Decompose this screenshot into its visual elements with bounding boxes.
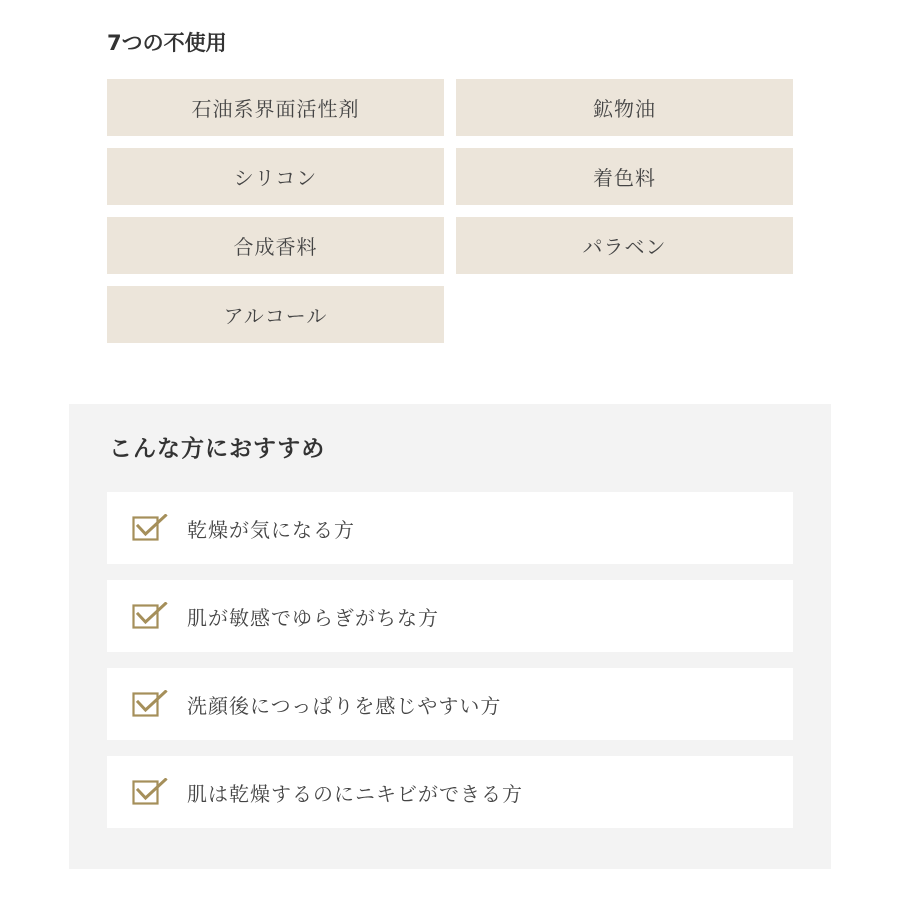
recommended-for-item (107, 580, 793, 652)
recommended-for-list (107, 492, 793, 828)
free-from-item: 着色料 (456, 148, 793, 205)
checkbox-check-icon (132, 778, 168, 806)
recommended-for-item (107, 668, 793, 740)
recommended-for-title: こんな方におすすめ (109, 436, 326, 462)
recommended-for-text: 肌は乾燥するのにニキビができる方 (187, 781, 523, 806)
recommended-for-item (107, 756, 793, 828)
checkbox-check-icon (132, 514, 168, 542)
free-from-item: パラベン (456, 217, 793, 274)
free-from-item: 石油系界面活性剤 (107, 79, 444, 136)
free-from-item: 合成香料 (107, 217, 444, 274)
checkbox-check-icon (132, 602, 168, 630)
recommended-for-text: 洗顔後につっぱりを感じやすい方 (187, 693, 502, 718)
free-from-item: 鉱物油 (456, 79, 793, 136)
free-from-item: アルコール (107, 286, 444, 343)
free-from-grid (107, 79, 793, 343)
recommended-for-section (69, 404, 831, 869)
recommended-for-text: 肌が敏感でゆらぎがちな方 (187, 605, 439, 630)
free-from-section (107, 28, 793, 328)
recommended-for-text: 乾燥が気になる方 (187, 517, 355, 542)
checkbox-check-icon (132, 690, 168, 718)
free-from-item: シリコン (107, 148, 444, 205)
recommended-for-item (107, 492, 793, 564)
free-from-title: 7つの不使用 (107, 31, 227, 55)
